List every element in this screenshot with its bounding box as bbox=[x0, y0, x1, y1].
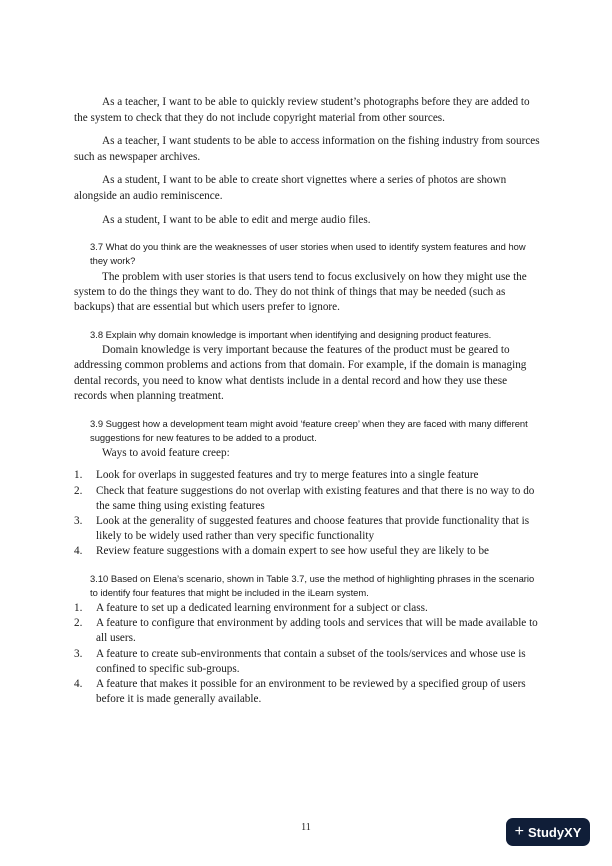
user-story-paragraph: As a student, I want to be able to create short vignettes where a series of photos are shown alongside an audio reminiscence. bbox=[74, 174, 507, 202]
list-number: 1. bbox=[74, 602, 83, 615]
list-number: 2. bbox=[74, 484, 83, 497]
page-content bbox=[74, 95, 540, 713]
brand-name: StudyXY bbox=[527, 824, 582, 840]
feature-creep-list bbox=[74, 468, 540, 559]
list-item-text: Check that feature suggestions do not overlap with existing features and that there is no way to do the same thing using existing features bbox=[96, 484, 535, 512]
list-number: 4. bbox=[74, 545, 83, 558]
page-number: 11 bbox=[301, 822, 311, 833]
list-item bbox=[74, 601, 540, 616]
list-item-text: Look at the generality of suggested features and choose features that provide functionality that is likely to be widely used rather than very specific functionality bbox=[96, 515, 530, 543]
list-item bbox=[74, 544, 540, 559]
list-item bbox=[74, 514, 540, 544]
list-item bbox=[74, 677, 540, 707]
list-item bbox=[74, 616, 540, 646]
list-number: 3. bbox=[74, 515, 83, 528]
question-3-9: 3.9 Suggest how a development team might avoid ‘feature creep’ when they are faced with many different suggestions for new features to be added to a product. bbox=[90, 417, 528, 443]
answer-3-8: Domain knowledge is very important because the features of the product must be geared to addressing common problems and actions from that domain. For example, if the domain is managing dental records, you need to know what dentists include in a dental record and how they use these records when planning treatment. bbox=[74, 343, 527, 403]
list-number: 3. bbox=[74, 647, 83, 660]
user-story-paragraph: As a teacher, I want to be able to quickly review student’s photographs before they are added to the system to check that they do not include copyright material from other sources. bbox=[74, 96, 530, 124]
studyxy-badge[interactable] bbox=[506, 818, 590, 846]
list-item bbox=[74, 484, 540, 514]
user-story-paragraph: As a teacher, I want students to be able to access information on the fishing industry from sources such as newspaper archives. bbox=[74, 135, 540, 163]
list-item-text: A feature to set up a dedicated learning environment for a subject or class. bbox=[96, 602, 428, 615]
question-3-7: 3.7 What do you think are the weaknesses of user stories when used to identify system features and how they work? bbox=[90, 241, 526, 267]
list-item-text: A feature that makes it possible for an environment to be reviewed by a specified group of users before it is made generally available. bbox=[96, 678, 526, 706]
list-number: 1. bbox=[74, 469, 83, 482]
list-item-text: A feature to configure that environment by adding tools and services that will be made available to all users. bbox=[96, 617, 538, 645]
list-item-text: Review feature suggestions with a domain expert to see how useful they are likely to be bbox=[96, 545, 490, 558]
plus-icon: + bbox=[514, 823, 524, 840]
list-item bbox=[74, 647, 540, 677]
ilearn-features-list bbox=[74, 601, 540, 707]
list-item bbox=[74, 468, 540, 483]
question-3-10: 3.10 Based on Elena’s scenario, shown in Table 3.7, use the method of highlighting phrases in the scenario to identify four features that might be included in the iLearn system. bbox=[90, 572, 535, 598]
question-3-8: 3.8 Explain why domain knowledge is important when identifying and designing product features. bbox=[90, 328, 492, 340]
list-number: 2. bbox=[74, 617, 83, 630]
list-number: 4. bbox=[74, 678, 83, 691]
list-item-text: A feature to create sub-environments that contain a subset of the tools/services and whose use is confined to specific sub-groups. bbox=[96, 647, 526, 675]
list-item-text: Look for overlaps in suggested features and try to merge features into a single feature bbox=[96, 469, 479, 482]
answer-3-9-lead: Ways to avoid feature creep: bbox=[102, 447, 230, 460]
user-story-paragraph: As a student, I want to be able to edit and merge audio files. bbox=[102, 213, 371, 226]
answer-3-7: The problem with user stories is that users tend to focus exclusively on how they might use the system to do the things they want to do. They do not think of things that may be needed (such as backups) that are essential but which users prefer to ignore. bbox=[74, 270, 527, 314]
